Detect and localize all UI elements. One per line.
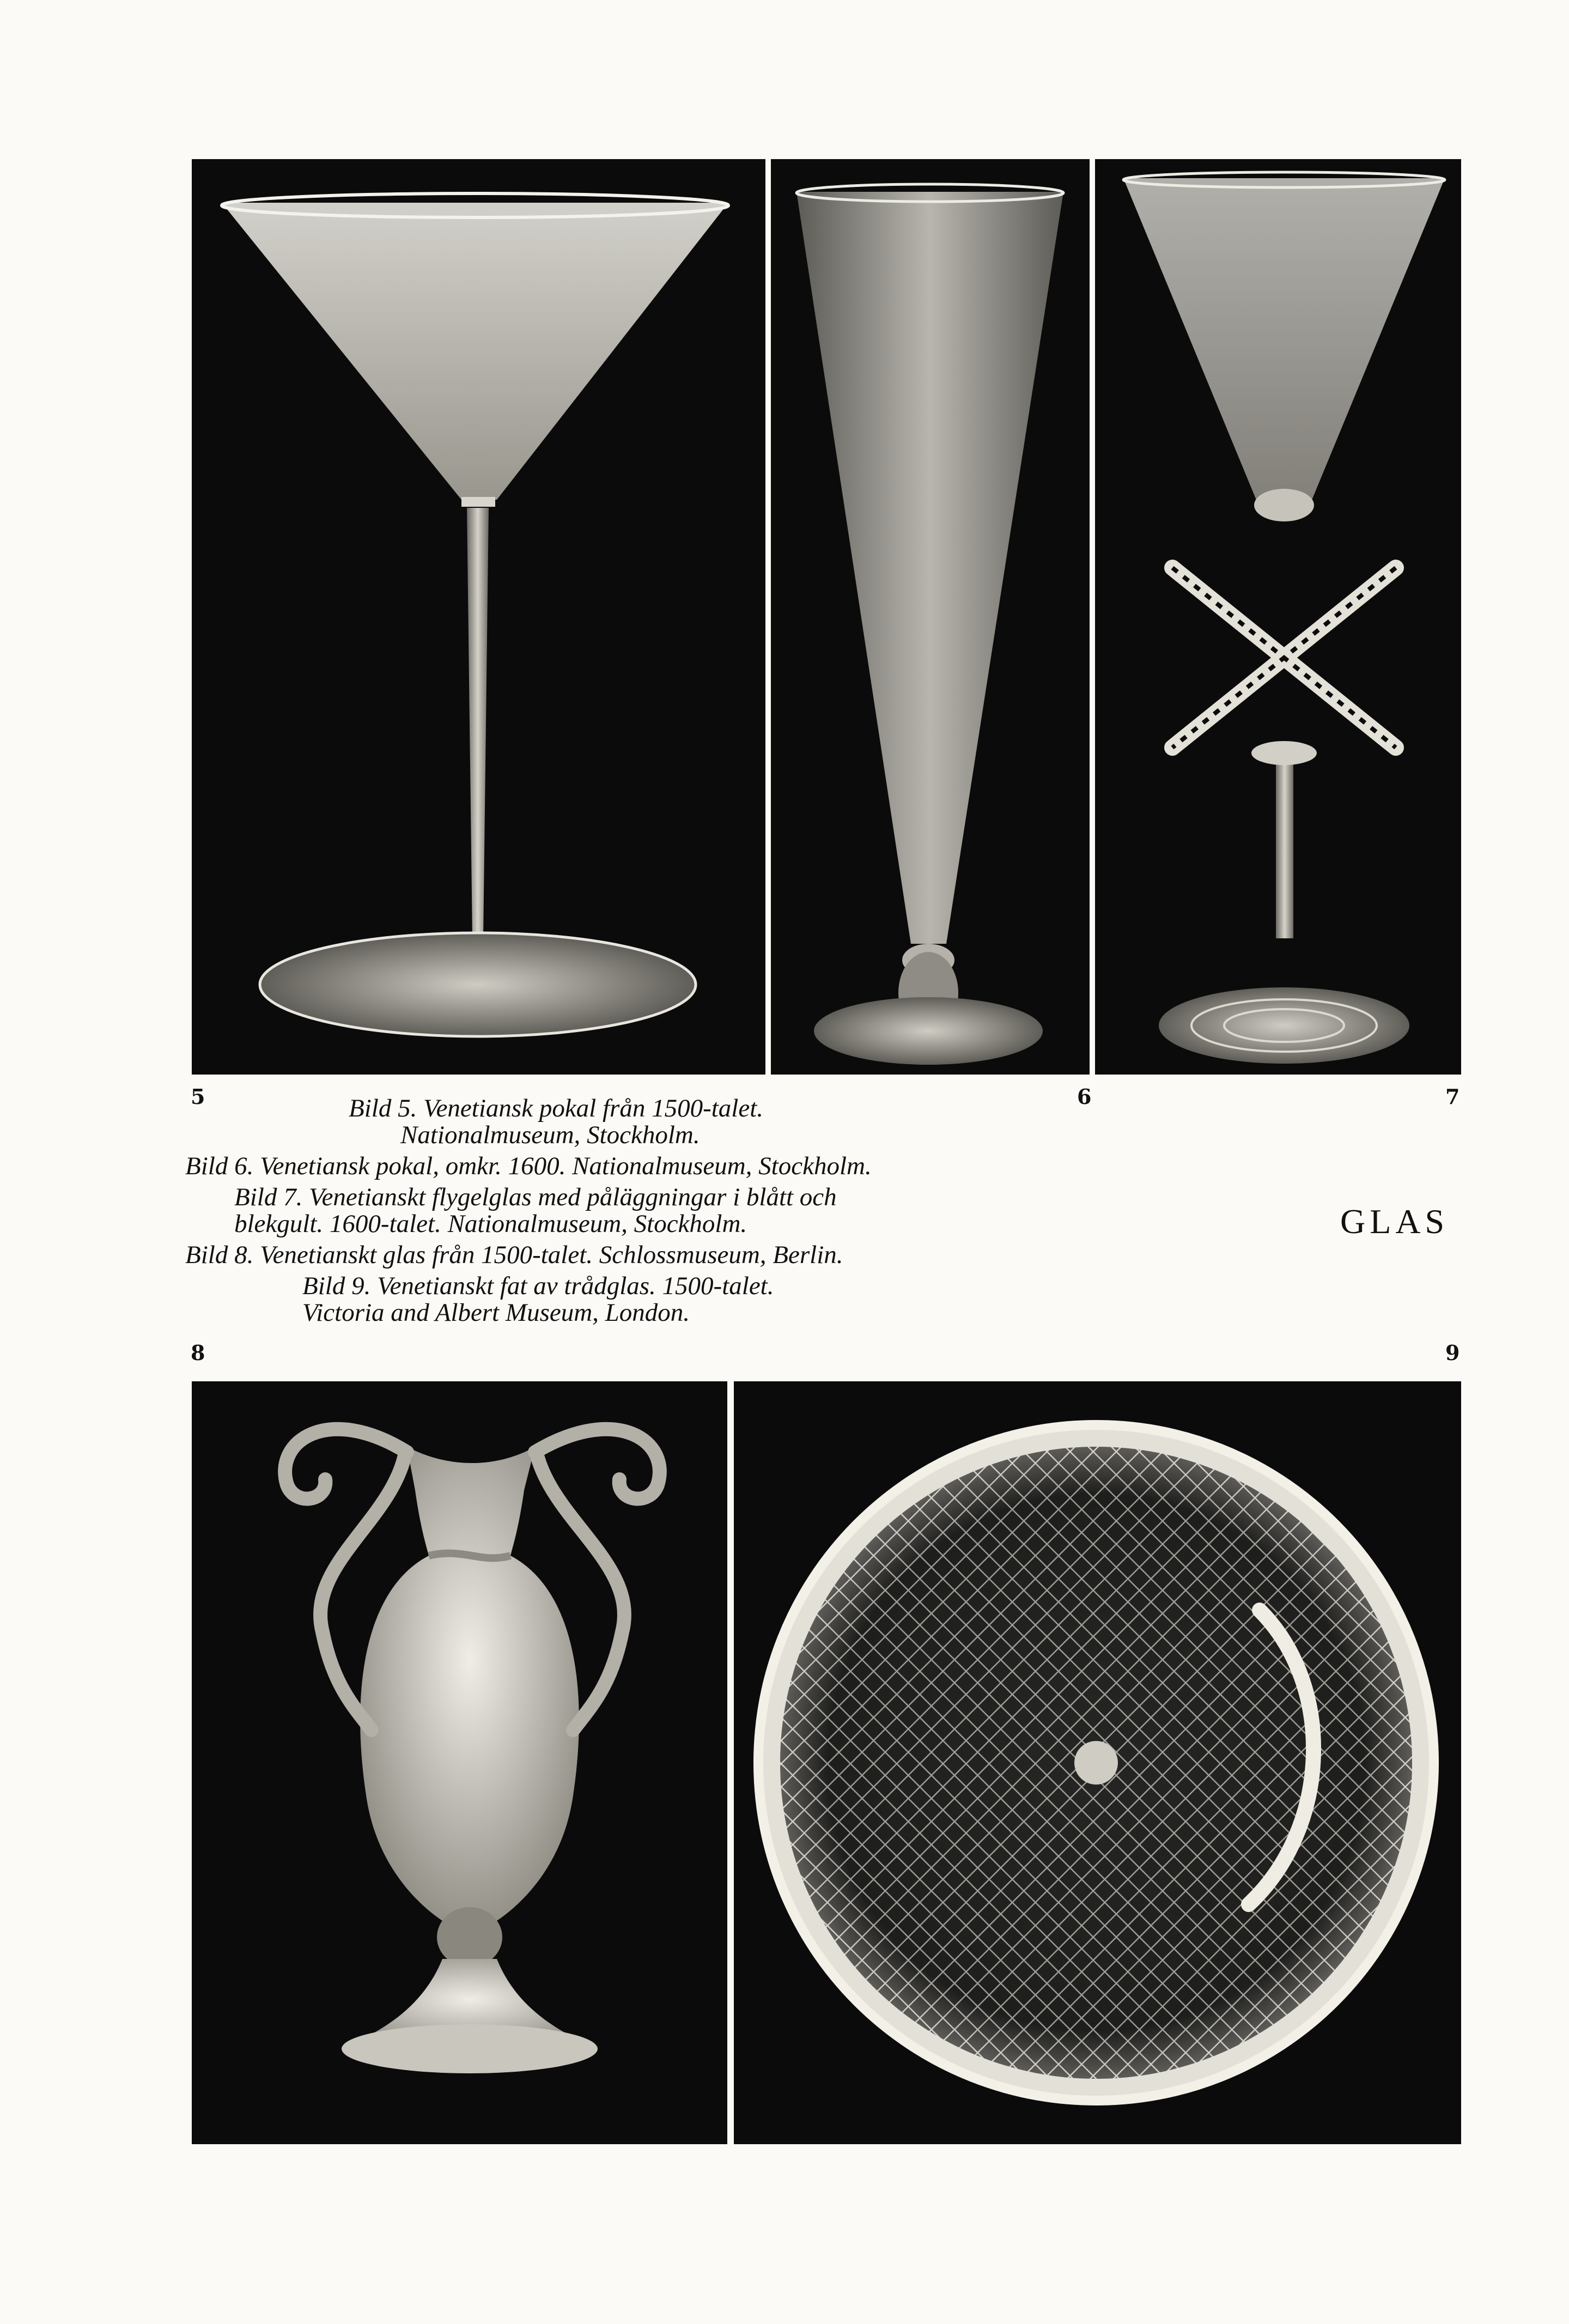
caption-line: Bild 8. Venetianskt glas från 1500-talet. Schlossmuseum, Berlin. [185,1241,843,1269]
figure-number-5: 5 [191,1084,205,1109]
caption-line: Bild 9. Venetianskt fat av trådglas. 1500-talet. [302,1272,774,1300]
goblet-photo-5 [222,193,728,1036]
caption-bild-8 [185,1242,1002,1269]
figure-number-8: 8 [191,1340,205,1365]
photo-plate-top [192,159,1461,1075]
caption-line: Bild 7. Venetianskt flygelglas med påläggningar i blått och [234,1183,837,1211]
section-title: GLAS [1340,1202,1449,1241]
caption-line: Bild 5. Venetiansk pokal från 1500-talet. [349,1094,764,1122]
figure-number-9: 9 [1445,1340,1460,1365]
caption-bild-7 [185,1184,1002,1237]
flute-photo-6 [796,184,1063,1065]
vase-photo-8 [285,1429,660,2073]
caption-block [185,1095,1002,1331]
filigree-dish-photo-9 [758,1425,1434,2101]
caption-bild-6 [185,1153,1002,1180]
figure-number-7: 7 [1445,1084,1460,1109]
photo-plate-bottom [192,1381,1461,2144]
caption-line: blekgult. 1600-talet. Nationalmuseum, Stockholm. [234,1210,747,1238]
caption-line: Bild 6. Venetiansk pokal, omkr. 1600. Nationalmuseum, Stockholm. [185,1152,872,1180]
figure-number-6: 6 [1077,1084,1092,1109]
wing-glass-photo-7 [1123,172,1445,1064]
caption-bild-9 [185,1273,1002,1326]
caption-line: Victoria and Albert Museum, London. [302,1298,690,1327]
caption-line: Nationalmuseum, Stockholm. [400,1121,700,1149]
caption-bild-5 [185,1095,1002,1149]
